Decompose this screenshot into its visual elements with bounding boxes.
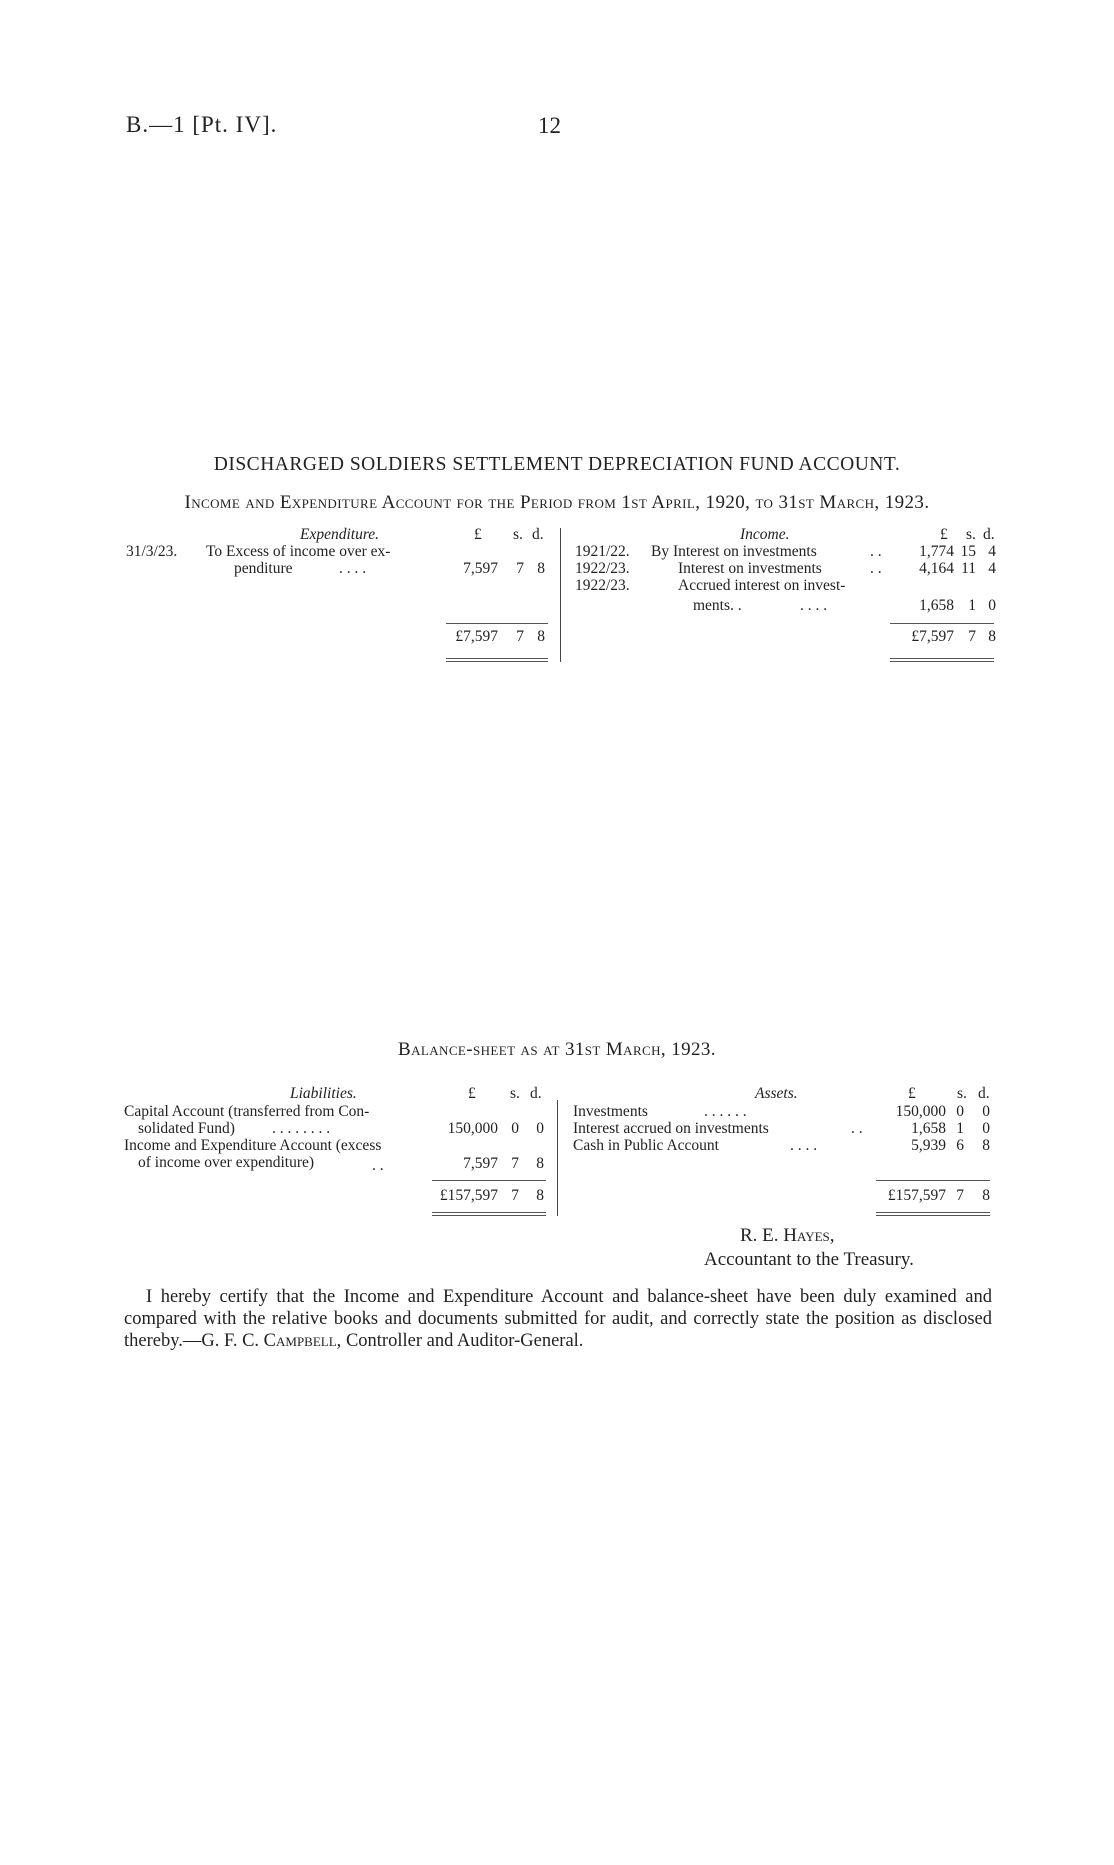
total-rule (890, 623, 994, 624)
liability-row2-pounds: 7,597 (463, 1155, 498, 1172)
assets-total-pounds: £157,597 (887, 1187, 946, 1204)
col-pounds-label: £ (940, 526, 948, 543)
fund-title: DISCHARGED SOLDIERS SETTLEMENT DEPRECIATION FUND ACCOUNT. (213, 454, 901, 475)
col-shillings-label: s. (966, 526, 976, 543)
document-reference: B.—1 [Pt. IV]. (126, 112, 278, 137)
leader-dots: . . . . (339, 560, 367, 577)
col-pounds-label: £ (468, 1085, 476, 1102)
asset-row2-text: Interest accrued on investments (573, 1120, 769, 1137)
expenditure-date: 31/3/23. (126, 543, 178, 560)
asset-row3-pence: 8 (982, 1137, 990, 1154)
audit-certification (124, 1286, 992, 1352)
ie-account-heading: Income and Expenditure Account for the Period from 1st April, 1920, to 31st March, 1923. (184, 492, 930, 513)
liability-row1-pounds: 150,000 (447, 1120, 498, 1137)
leader-dots: . . . . (800, 597, 828, 614)
double-rule (876, 1212, 990, 1213)
income-heading: Income. (740, 526, 790, 543)
total-rule (876, 1180, 990, 1181)
page-number: 12 (538, 113, 561, 138)
expenditure-pounds: 7,597 (463, 560, 498, 577)
expenditure-line1: To Excess of income over ex- (206, 543, 391, 560)
liability-row1-line2: solidated Fund) (138, 1120, 235, 1137)
expenditure-pence: 8 (537, 560, 545, 577)
income-row2-text: Interest on investments (678, 560, 822, 577)
liability-row2-line2: of income over expenditure) (138, 1154, 315, 1171)
double-rule (432, 1215, 546, 1216)
auditor-title: Controller and Auditor-General. (345, 1331, 584, 1351)
income-row1-text: By Interest on investments (651, 543, 817, 560)
liability-row1-pence: 0 (536, 1120, 544, 1137)
asset-row2-shillings: 1 (956, 1120, 964, 1137)
income-total-shillings: 7 (968, 628, 976, 645)
income-row3-text2: ments. . (693, 597, 742, 614)
income-row3-shillings: 1 (968, 597, 976, 614)
income-row3-pence: 0 (988, 597, 996, 614)
liability-row1-line1: Capital Account (transferred from Con- (124, 1103, 370, 1120)
leader-dots: . . . . . . . . (272, 1120, 331, 1137)
asset-row2-pounds: 1,658 (911, 1120, 946, 1137)
liabilities-total-shillings: 7 (511, 1187, 519, 1204)
leader-dots: . . . . . . (704, 1103, 747, 1120)
assets-total-shillings: 7 (956, 1187, 964, 1204)
double-rule (890, 658, 994, 659)
income-row3-text: Accrued interest on invest- (678, 577, 846, 594)
double-rule (876, 1215, 990, 1216)
col-shillings-label: s. (513, 526, 523, 543)
assets-total-pence: 8 (982, 1187, 990, 1204)
asset-row2-pence: 0 (982, 1120, 990, 1137)
balance-sheet-heading: Balance-sheet as at 31st March, 1923. (398, 1039, 716, 1060)
expenditure-total-shillings: 7 (516, 628, 524, 645)
asset-row3-text: Cash in Public Account (573, 1137, 719, 1154)
auditor-name: G. F. C. Campbell, (201, 1331, 342, 1351)
double-rule (432, 1212, 546, 1213)
income-row2-date: 1922/23. (575, 560, 630, 577)
col-shillings-label: s. (957, 1085, 967, 1102)
expenditure-total-pounds: £7,597 (455, 628, 498, 645)
expenditure-line2: penditure (234, 560, 293, 577)
asset-row1-pence: 0 (982, 1103, 990, 1120)
income-row1-date: 1921/22. (575, 543, 630, 560)
asset-row1-pounds: 150,000 (895, 1103, 946, 1120)
asset-row1-text: Investments (573, 1103, 648, 1120)
asset-row3-pounds: 5,939 (911, 1137, 946, 1154)
asset-row3-shillings: 6 (956, 1137, 964, 1154)
total-rule (446, 623, 548, 624)
income-row1-pounds: 1,774 (919, 543, 954, 560)
leader-dots: . . (851, 1120, 863, 1137)
leader-dots: . . (372, 1157, 384, 1174)
income-row1-pence: 4 (988, 543, 996, 560)
income-row2-pounds: 4,164 (919, 560, 954, 577)
liabilities-total-pounds: £157,597 (439, 1187, 498, 1204)
signatory-title: Accountant to the Treasury. (704, 1249, 914, 1270)
liability-row2-pence: 8 (536, 1155, 544, 1172)
asset-row1-shillings: 0 (956, 1103, 964, 1120)
certification-text: I hereby certify that the Income and Expenditure Account and balance-sheet have been duly examined and compared with the relative books and documents submitted for audit, and correctly state the position as disclosed thereby.— (124, 1287, 992, 1351)
income-row3-date: 1922/23. (575, 577, 630, 594)
col-pounds-label: £ (474, 526, 482, 543)
leader-dots: . . (870, 543, 882, 560)
expenditure-total-pence: 8 (537, 628, 545, 645)
double-rule (446, 658, 548, 659)
liability-row1-shillings: 0 (511, 1120, 519, 1137)
double-rule (446, 661, 548, 662)
col-pence-label: d. (530, 1085, 542, 1102)
liability-row2-shillings: 7 (511, 1155, 519, 1172)
column-divider (557, 1100, 558, 1216)
income-row3-pounds: 1,658 (919, 597, 954, 614)
income-total-pence: 8 (988, 628, 996, 645)
income-row2-shillings: 11 (961, 560, 976, 577)
assets-heading: Assets. (755, 1085, 798, 1102)
double-rule (890, 661, 994, 662)
col-shillings-label: s. (510, 1085, 520, 1102)
leader-dots: . . . . (790, 1137, 818, 1154)
leader-dots: . . (870, 560, 882, 577)
signatory-name: R. E. Hayes, (740, 1225, 835, 1246)
income-row2-pence: 4 (988, 560, 996, 577)
liabilities-heading: Liabilities. (290, 1085, 357, 1102)
col-pounds-label: £ (908, 1085, 916, 1102)
liability-row2-line1: Income and Expenditure Account (excess (124, 1137, 382, 1154)
col-pence-label: d. (983, 526, 995, 543)
income-row1-shillings: 15 (960, 543, 976, 560)
expenditure-heading: Expenditure. (300, 526, 380, 543)
column-divider (560, 528, 561, 662)
total-rule (432, 1180, 546, 1181)
col-pence-label: d. (978, 1085, 990, 1102)
expenditure-shillings: 7 (516, 560, 524, 577)
income-total-pounds: £7,597 (911, 628, 954, 645)
liabilities-total-pence: 8 (536, 1187, 544, 1204)
col-pence-label: d. (532, 526, 544, 543)
